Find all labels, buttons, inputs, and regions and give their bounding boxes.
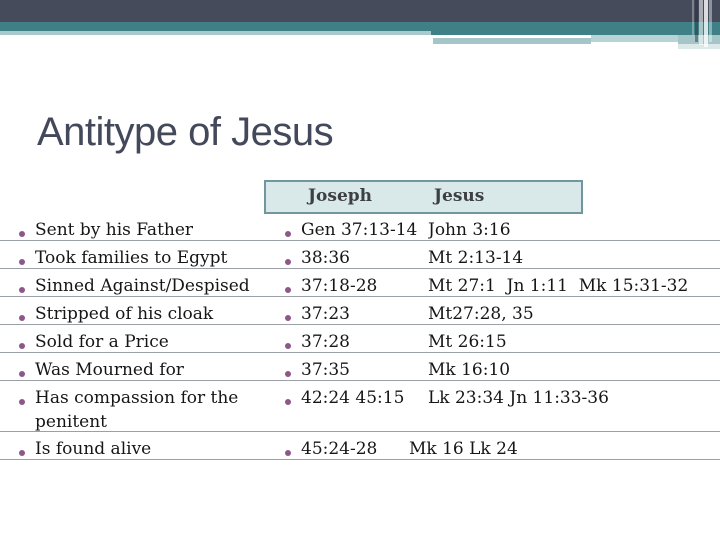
jesus-ref-cell bbox=[428, 241, 720, 268]
column-header-jesus: Jesus bbox=[434, 186, 485, 206]
jesus-reference: Mt 26:15 bbox=[428, 332, 507, 352]
trait-cell bbox=[0, 241, 283, 268]
vertical-stripe bbox=[699, 0, 703, 45]
vertical-stripe bbox=[692, 0, 694, 35]
vertical-stripe bbox=[709, 0, 712, 42]
bullet-icon bbox=[285, 399, 291, 405]
joseph-reference: 37:18-28 bbox=[301, 276, 378, 296]
joseph-ref-cell bbox=[283, 432, 409, 459]
jesus-reference: Mt 27:1 Jn 1:11 Mk 15:31-32 bbox=[428, 276, 689, 296]
light-teal-strip bbox=[0, 31, 431, 35]
column-header-joseph: Joseph bbox=[308, 186, 373, 206]
bullet-icon bbox=[285, 287, 291, 293]
jesus-ref-cell bbox=[428, 269, 720, 296]
joseph-reference: 38:36 bbox=[301, 248, 350, 268]
table-row bbox=[0, 297, 720, 325]
top-dark-bar bbox=[0, 0, 720, 22]
joseph-ref-cell bbox=[283, 325, 428, 352]
joseph-reference: 37:28 bbox=[301, 332, 350, 352]
joseph-reference: 37:35 bbox=[301, 360, 350, 380]
jesus-ref-cell bbox=[428, 325, 720, 352]
table-row bbox=[0, 381, 720, 432]
table-row bbox=[0, 213, 720, 241]
trait-text: Sold for a Price bbox=[35, 332, 169, 352]
comparison-table bbox=[0, 213, 720, 460]
jesus-reference: Mt 2:13-14 bbox=[428, 248, 524, 268]
bullet-icon bbox=[285, 371, 291, 377]
joseph-ref-cell bbox=[283, 213, 428, 240]
jesus-reference: Mk 16:10 bbox=[428, 360, 511, 380]
joseph-reference: 45:24-28 bbox=[301, 439, 378, 459]
blue-band-left bbox=[433, 38, 591, 44]
trait-cell bbox=[0, 381, 283, 431]
joseph-reference: 37:23 bbox=[301, 304, 350, 324]
bullet-icon bbox=[19, 450, 25, 456]
joseph-reference: Gen 37:13-14 bbox=[301, 220, 418, 240]
trait-cell bbox=[0, 297, 283, 324]
trait-text: Sinned Against/Despised bbox=[35, 276, 250, 296]
jesus-ref-cell bbox=[428, 353, 720, 380]
bullet-icon bbox=[19, 315, 25, 321]
table-row bbox=[0, 241, 720, 269]
bullet-icon bbox=[285, 231, 291, 237]
table-row bbox=[0, 353, 720, 381]
joseph-ref-cell bbox=[283, 353, 428, 380]
bullet-icon bbox=[19, 371, 25, 377]
trait-text: Was Mourned for bbox=[35, 360, 184, 380]
bullet-icon bbox=[19, 343, 25, 349]
joseph-ref-cell bbox=[283, 269, 428, 296]
jesus-reference: Mt27:28, 35 bbox=[428, 304, 534, 324]
trait-text: Stripped of his cloak bbox=[35, 304, 214, 324]
trait-cell bbox=[0, 269, 283, 296]
joseph-reference: 42:24 45:15 bbox=[301, 388, 405, 408]
bullet-icon bbox=[285, 315, 291, 321]
vertical-stripe bbox=[704, 0, 708, 47]
vertical-stripe bbox=[695, 0, 698, 42]
trait-text: Sent by his Father bbox=[35, 220, 194, 240]
bullet-icon bbox=[285, 343, 291, 349]
teal-accent-bar bbox=[0, 22, 720, 31]
jesus-ref-cell bbox=[428, 213, 720, 240]
bullet-icon bbox=[19, 287, 25, 293]
bullet-icon bbox=[19, 399, 25, 405]
table-row bbox=[0, 325, 720, 353]
joseph-ref-cell bbox=[283, 297, 428, 324]
jesus-reference: Lk 23:34 Jn 11:33-36 bbox=[428, 388, 609, 408]
trait-cell bbox=[0, 325, 283, 352]
table-header-box bbox=[264, 180, 583, 214]
jesus-ref-cell bbox=[409, 432, 720, 459]
table-row bbox=[0, 269, 720, 297]
trait-cell bbox=[0, 432, 283, 459]
bullet-icon bbox=[19, 259, 25, 265]
jesus-ref-cell bbox=[428, 381, 720, 431]
trait-cell bbox=[0, 213, 283, 240]
joseph-ref-cell bbox=[283, 381, 428, 431]
bullet-icon bbox=[19, 231, 25, 237]
trait-text: Has compassion for the penitent bbox=[35, 388, 239, 431]
trait-cell bbox=[0, 353, 283, 380]
table-row bbox=[0, 432, 720, 460]
jesus-reference: Mk 16 Lk 24 bbox=[409, 439, 518, 459]
joseph-ref-cell bbox=[283, 241, 428, 268]
jesus-ref-cell bbox=[428, 297, 720, 324]
bullet-icon bbox=[285, 450, 291, 456]
white-stripe-lower bbox=[591, 42, 678, 45]
jesus-reference: John 3:16 bbox=[428, 220, 511, 240]
slide-title: Antitype of Jesus bbox=[37, 110, 334, 154]
trait-text: Took families to Egypt bbox=[35, 248, 228, 268]
blue-band-mid bbox=[591, 35, 678, 42]
trait-text: Is found alive bbox=[35, 439, 152, 459]
bullet-icon bbox=[285, 259, 291, 265]
